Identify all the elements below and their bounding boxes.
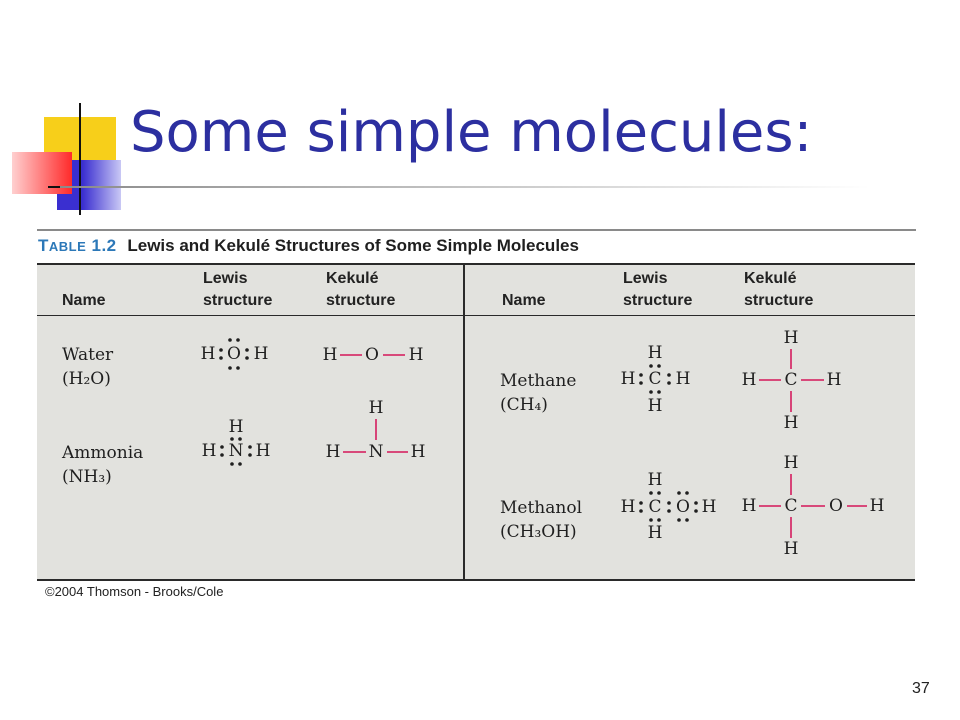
atom-h: H bbox=[647, 343, 663, 363]
atom-o: O bbox=[227, 344, 241, 364]
methane-lewis-structure bbox=[621, 343, 691, 416]
atom-o: O bbox=[829, 496, 843, 516]
atom-h: H bbox=[325, 442, 341, 462]
water-lewis-structure bbox=[201, 338, 269, 370]
atom-h: H bbox=[869, 496, 885, 516]
atom-h: H bbox=[253, 344, 269, 364]
molecule-formula: (NH₃) bbox=[62, 467, 112, 487]
water-kekule-structure bbox=[323, 345, 424, 365]
slide-title: Some simple molecules: bbox=[130, 100, 813, 165]
molecule-name: Ammonia bbox=[62, 443, 144, 463]
atom-o: O bbox=[365, 345, 379, 365]
methanol-kekule-structure bbox=[742, 453, 885, 559]
methanol-lewis-structure bbox=[621, 470, 717, 543]
ammonia-kekule-structure bbox=[326, 398, 426, 462]
atom-h: H bbox=[783, 413, 799, 433]
atom-h: H bbox=[675, 369, 691, 389]
atom-c: C bbox=[784, 370, 798, 390]
atom-h: H bbox=[783, 328, 799, 348]
atom-h: H bbox=[701, 497, 717, 517]
left-lewis-header: Lewis structure bbox=[203, 270, 273, 309]
atom-c: C bbox=[784, 496, 798, 516]
left-name-header: Name bbox=[62, 292, 106, 309]
atom-h: H bbox=[322, 345, 338, 365]
molecule-formula: (H₂O) bbox=[62, 369, 111, 389]
table-title: Lewis and Kekulé Structures of Some Simple Molecules bbox=[127, 236, 579, 255]
table-number: TABLE 1.2 bbox=[38, 236, 117, 255]
atom-h: H bbox=[783, 453, 799, 473]
left-kekule-header: Kekulé structure bbox=[326, 270, 396, 309]
atom-h: H bbox=[741, 370, 757, 390]
right-name-header: Name bbox=[502, 292, 546, 309]
right-lewis-header: Lewis structure bbox=[623, 270, 693, 309]
atom-h: H bbox=[620, 369, 636, 389]
atom-h: H bbox=[201, 441, 217, 461]
atom-h: H bbox=[200, 344, 216, 364]
atom-h: H bbox=[647, 396, 663, 416]
molecule-name: Water bbox=[62, 345, 114, 365]
atom-h: H bbox=[741, 496, 757, 516]
methane-kekule-structure bbox=[742, 328, 842, 433]
atom-h: H bbox=[368, 398, 384, 418]
molecule-name: Methane bbox=[500, 371, 577, 391]
atom-h: H bbox=[783, 539, 799, 559]
ammonia-lewis-structure bbox=[202, 417, 271, 466]
atom-n: N bbox=[228, 441, 244, 461]
atom-h: H bbox=[255, 441, 271, 461]
page-number: 37 bbox=[912, 680, 930, 697]
atom-h: H bbox=[228, 417, 244, 437]
molecule-formula: (CH₃OH) bbox=[500, 522, 577, 542]
right-kekule-header: Kekulé structure bbox=[744, 270, 814, 309]
atom-c: C bbox=[648, 369, 662, 389]
atom-h: H bbox=[620, 497, 636, 517]
atom-n: N bbox=[368, 442, 384, 462]
atom-h: H bbox=[647, 523, 663, 543]
molecule-name: Methanol bbox=[500, 498, 583, 518]
copyright-credit: ©2004 Thomson - Brooks/Cole bbox=[45, 584, 224, 599]
atom-h: H bbox=[826, 370, 842, 390]
atom-h: H bbox=[647, 470, 663, 490]
atom-h: H bbox=[408, 345, 424, 365]
atom-c: C bbox=[648, 497, 662, 517]
molecule-formula: (CH₄) bbox=[500, 395, 548, 415]
atom-h: H bbox=[410, 442, 426, 462]
atom-o: O bbox=[676, 497, 690, 517]
